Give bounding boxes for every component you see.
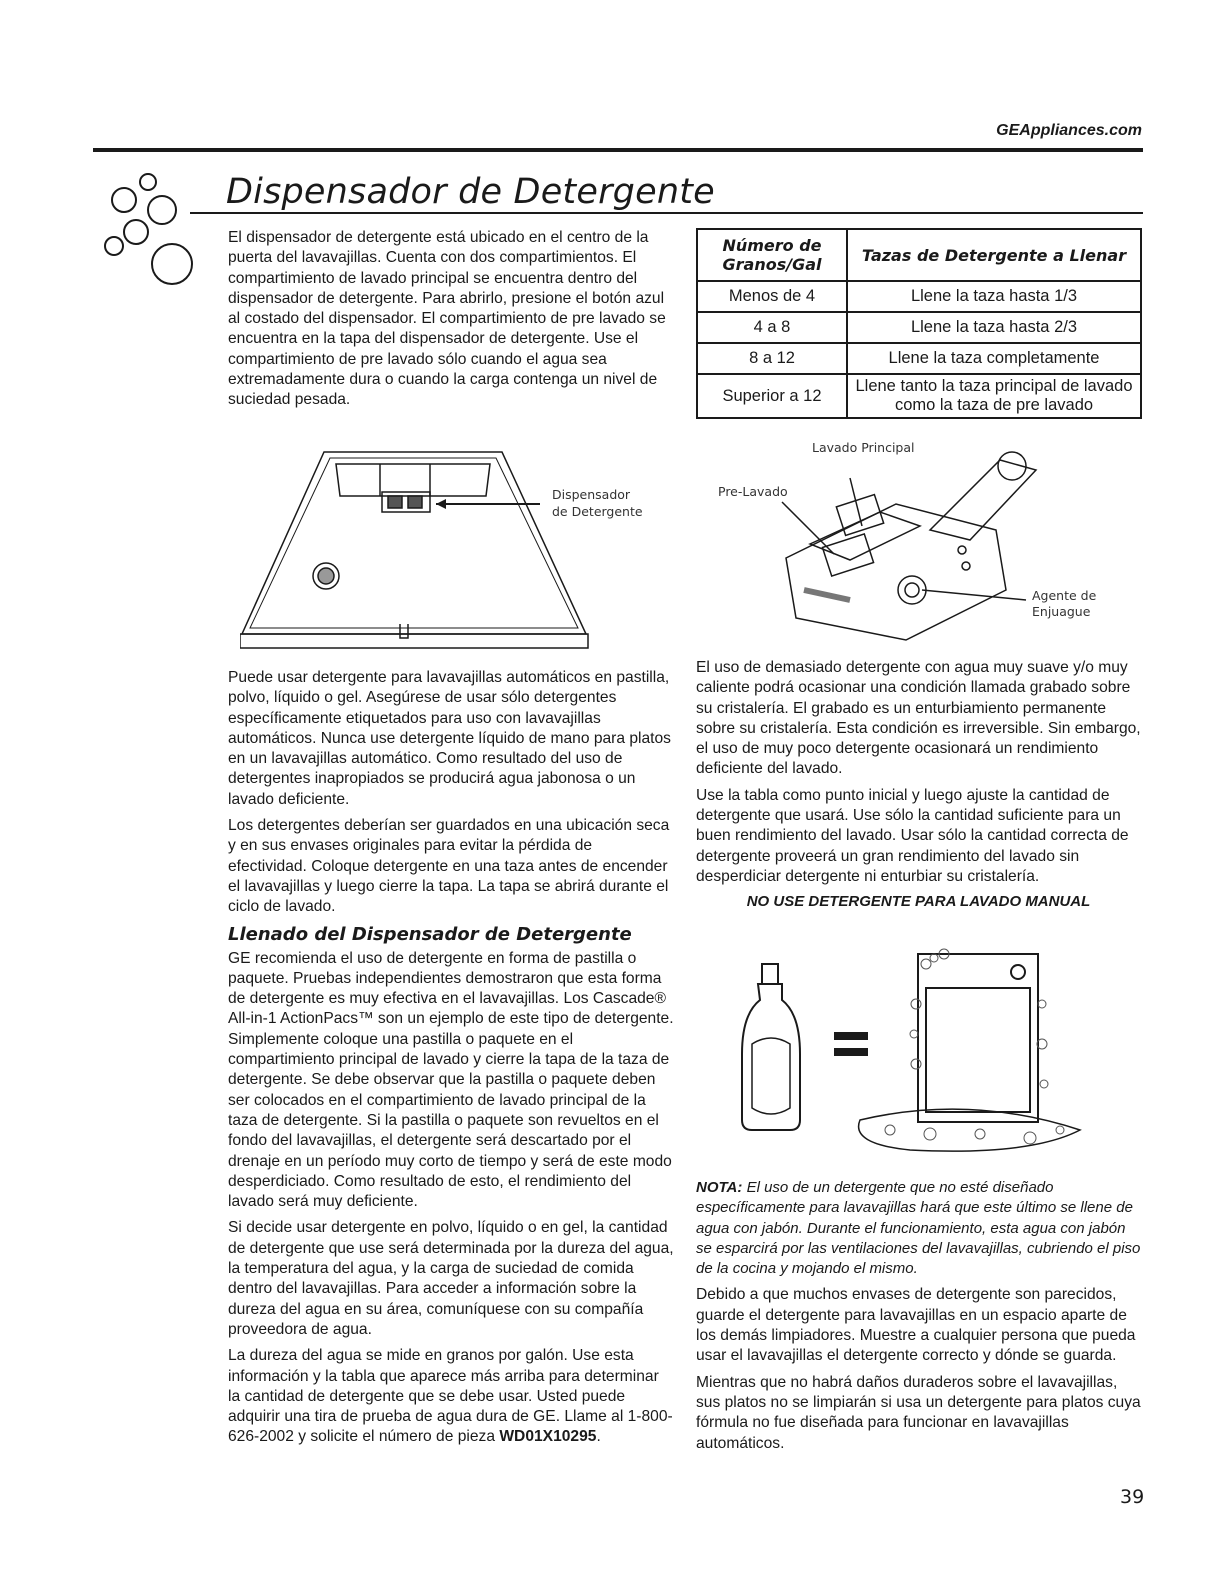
title-rule bbox=[190, 212, 1143, 214]
paragraph-detergent-types: Puede usar detergente para lavavajillas automáticos en pastilla, polvo, líquido o gel. Asegúrese de usar sólo detergentes específicamente etiquetados para uso con lavavajillas automáticos. Nunca use detergente líquido de mano para platos en un lavavajillas automático. Como resultado del uso de detergentes inapropiados se producirá agua jabonosa o un lavado deficiente. bbox=[228, 669, 671, 808]
table-cell-grains: 8 a 12 bbox=[697, 343, 847, 374]
intro-paragraph: El dispensador de detergente está ubicado en el centro de la puerta del lavavajillas. Cuenta con dos compartimientos. El compartimiento de lavado principal se encuentra dentro del dispensador de detergente. Para abrirlo, presione el botón azul al costado del dispensador. El compartimiento de pre lavado se encuentra en la tapa del dispensador de detergente. Use el compartimiento de pre lavado sólo cuando el agua sea extremadamente dura o cuando la carga contenga un nivel de suciedad pesada. bbox=[228, 229, 666, 409]
page-title: Dispensador de Detergente bbox=[226, 172, 715, 212]
table-cell-fill: Llene tanto la taza principal de lavado como la taza de pre lavado bbox=[847, 374, 1141, 418]
intro-block bbox=[228, 228, 674, 417]
paragraph-etching: El uso de demasiado detergente con agua muy suave y/o muy caliente podrá ocasionar una condición llamada grabado sobre su cristalería. El grabado es un enturbiamiento permanente sobre su cristalería. Esta condición es irreversible. Sin embargo, el uso de muy poco detergente ocasionará un rendimiento deficiente del lavado. bbox=[696, 659, 1141, 778]
door-label-2: de Detergente bbox=[552, 504, 643, 519]
table-cell-grains: Menos de 4 bbox=[697, 281, 847, 312]
table-row bbox=[697, 281, 1141, 312]
door-diagram bbox=[240, 448, 660, 658]
table-cell-grains: 4 a 8 bbox=[697, 312, 847, 343]
right-body-lower bbox=[696, 1178, 1141, 1460]
paragraph-tablets: GE recomienda el uso de detergente en forma de pastilla o paquete. Pruebas independientes demostraron que esta forma de detergente es muy efectiva en el lavavajillas. Los Cascade® All-in-1 ActionPacs™ son un ejemplo de este tipo de detergente. Simplemente coloque una pastilla o paquete en el compartimiento principal de lavado y cierre la tapa de la taza de detergente. Se debe observar que la pastilla o paquete deben ser colocados en el compartimiento de lavado principal de la taza de detergente. Si la pastilla o paquete son revueltos en el fondo del lavavajillas, el detergente será descartado por el drenaje en un período muy corto de tiempo y será de este modo desperdiciado. Como resultado de esto, el rendimiento del lavado será muy deficiente. bbox=[228, 949, 674, 1211]
table-cell-fill: Llene la taza hasta 2/3 bbox=[847, 312, 1141, 343]
suds-illustration bbox=[730, 944, 1100, 1166]
label-prewash: Pre-Lavado bbox=[718, 484, 788, 499]
dispenser-diagram bbox=[700, 440, 1140, 654]
table-row bbox=[697, 374, 1141, 418]
header-rule bbox=[93, 148, 1143, 152]
page-number: 39 bbox=[1120, 1486, 1145, 1508]
paragraph-powder: Si decide usar detergente en polvo, líquido o en gel, la cantidad de detergente que use será determinada por la dureza del agua, la temperatura del agua, y la carga de suciedad de comida dentro del lavavajillas. Para acceder a información sobre la dureza del agua en su área, comuníquese con su compañía proveedora de agua. bbox=[228, 1219, 674, 1338]
note bbox=[696, 1178, 1141, 1279]
table-cell-grains: Superior a 12 bbox=[697, 374, 847, 418]
label-rinse-agent: Agente de Enjuague bbox=[1032, 588, 1097, 619]
table-header-grains: Número de Granos/Gal bbox=[697, 229, 847, 281]
door-label-1: Dispensador bbox=[552, 487, 631, 502]
detergent-table bbox=[696, 228, 1142, 419]
paragraph-storage: Los detergentes deberían ser guardados en una ubicación seca y en sus envases originales para evitar la pérdida de efectividad. Coloque detergente en una taza antes de encender el lavavajillas y luego cierre la tapa. La tapa se abrirá durante el ciclo de lavado. bbox=[228, 817, 670, 916]
paragraph-hardness bbox=[228, 1346, 674, 1447]
table-cell-fill: Llene la taza hasta 1/3 bbox=[847, 281, 1141, 312]
section-subhead: Llenado del Dispensador de Detergente bbox=[228, 923, 632, 945]
note-label: NOTA: bbox=[696, 1179, 743, 1196]
table-row bbox=[697, 343, 1141, 374]
table-row bbox=[697, 312, 1141, 343]
left-body bbox=[228, 668, 674, 1454]
paragraph-table-use: Use la tabla como punto inicial y luego ajuste la cantidad de detergente que usará. Use sólo la cantidad suficiente para un buen rendimiento del lavado. Usar sólo la cantidad correcta de detergente proveerá un gran rendimiento del lavado sin desperdiciar detergente ni enturbiar su cristalería. bbox=[696, 786, 1129, 885]
hardness-text: La dureza del agua se mide en granos por galón. Use esta información y la tabla que aparece más arriba para determinar la cantidad de detergente que se debe usar. Usted puede adquirir una tira de prueba de agua dura de GE. Llame al 1-800-626-2002 y solicite el número de pieza bbox=[228, 1347, 673, 1446]
part-number: WD01X10295 bbox=[499, 1428, 597, 1446]
site-url: GEAppliances.com bbox=[996, 122, 1142, 139]
label-main-wash: Lavado Principal bbox=[812, 440, 915, 455]
table-header-fill: Tazas de Detergente a Llenar bbox=[847, 229, 1141, 281]
right-body bbox=[696, 658, 1141, 916]
bubbles-icon bbox=[100, 168, 200, 298]
hardness-end: . bbox=[596, 1428, 601, 1446]
table-cell-fill: Llene la taza completamente bbox=[847, 343, 1141, 374]
paragraph-no-damage: Mientras que no habrá daños duraderos sobre el lavavajillas, sus platos no se limpiarán si usa un detergente para platos cuya fórmula no fue diseñada para funcionar en lavavajillas automáticos. bbox=[696, 1373, 1141, 1452]
warning-no-hand-detergent: NO USE DETERGENTE PARA LAVADO MANUAL bbox=[746, 893, 1091, 911]
note-text: El uso de un detergente que no esté diseñado específicamente para lavavajillas hará que este último se llene de agua con jabón. Durante el funcionamiento, esta agua con jabón se esparcirá por las ventilaciones del lavavajillas, cubriendo el piso de la cocina y mojando el mismo. bbox=[696, 1179, 1141, 1278]
paragraph-store-separately: Debido a que muchos envases de detergente son parecidos, guarde el detergente para lavavajillas en un espacio aparte de los demás limpiadores. Muestre a cualquier persona que pueda usar el lavavajillas el detergente correcto y dónde se guarda. bbox=[696, 1286, 1136, 1365]
